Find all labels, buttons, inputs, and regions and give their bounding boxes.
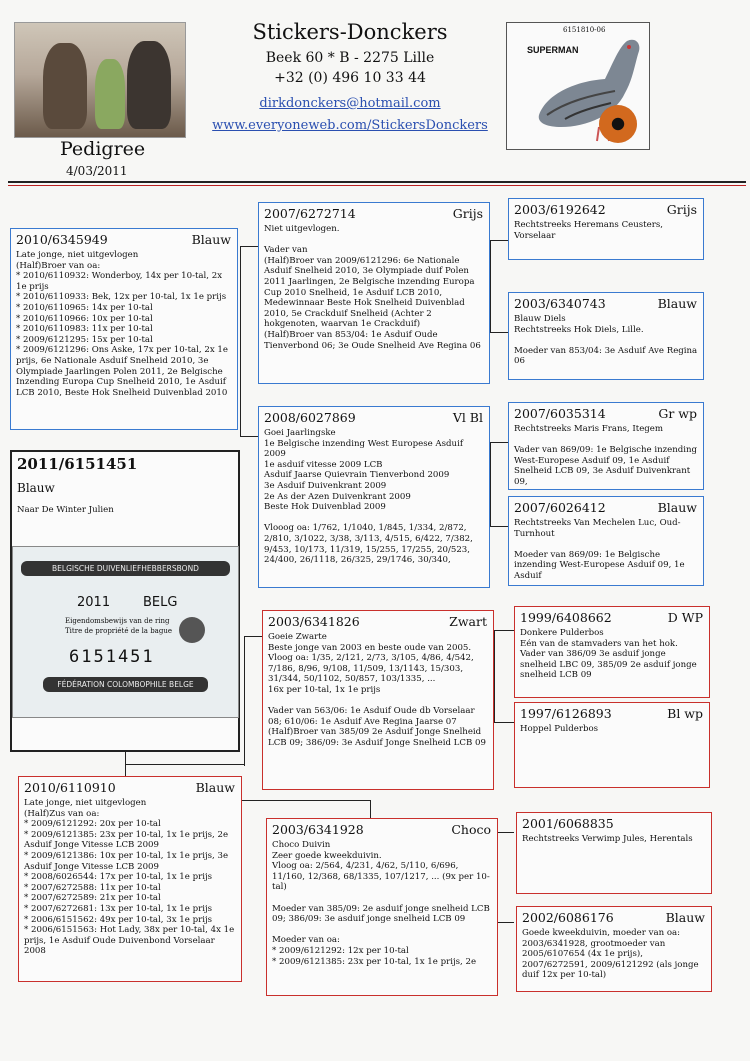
main-ring-number: 2011/6151451 <box>17 455 138 473</box>
pigeon-color: Bl wp <box>667 706 703 721</box>
connector <box>244 636 245 766</box>
bird-photo <box>506 22 650 150</box>
mother-box <box>18 776 242 982</box>
ring-number: 2003/6192642 <box>514 202 606 217</box>
certificate-number: 6151451 <box>69 647 155 667</box>
connector <box>240 246 241 436</box>
connector <box>240 246 260 247</box>
pigeon-details: Goei Jaarlingske 1e Belgische inzending West Europese Asduif 2009 1e asduif vitesse 2009 LCB Asduif Jaarse Quievrain Tienverbond 2009 3e Asduif Duivenkrant 2009 2e As der Azen Duivenkrant 2009 Beste Hok Duivenblad 2009 Vlooog oa: 1/762, 1/1040, 1/845, 1/334, 2/872, 2/810, 3/1022, 3/38, 3/113, 4/515, 6/422, 7/382, 9/453, 10/173, 11/319, 15/255, 17/255, 20/523, 24/400, 26/1118, 26/325, 29/1746, 30/340, <box>264 428 473 566</box>
ring-number: 2007/6035314 <box>514 406 606 421</box>
pigeon-details: Rechtstreeks Heremans Ceusters, Vorselaar <box>514 220 663 241</box>
grandfather-maternal-box <box>262 610 494 790</box>
pigeon-color: Grijs <box>452 206 483 221</box>
connector <box>494 630 514 631</box>
website-link[interactable]: www.everyoneweb.com/StickersDonckers <box>212 118 488 133</box>
certificate-label-nl: Eigendomsbewijs van de ring <box>65 617 170 625</box>
ring-number: 2007/6026412 <box>514 500 606 515</box>
connector <box>240 436 260 437</box>
bird-photo-ring: 6151810-06 <box>563 26 606 34</box>
email-link[interactable]: dirkdonckers@hotmail.com <box>259 96 441 111</box>
breeder-phone: +32 (0) 496 10 33 44 <box>274 70 426 86</box>
pigeon-details: Rechtstreeks Maris Frans, Itegem Vader van 869/09: 1e Belgische inzending West-Europese Asduif 09, 1e Asduif Snelheid LCB 09, 3e Asduif Duivenkrant 09, <box>514 424 698 487</box>
certificate-year: 2011 <box>77 595 111 610</box>
bird-photo-name: SUPERMAN <box>527 45 579 55</box>
connector <box>490 332 508 333</box>
ring-number: 2003/6341826 <box>268 614 360 629</box>
connector <box>490 240 508 241</box>
pigeon-color: Vl Bl <box>452 410 483 425</box>
great-grandfather-box <box>508 198 704 260</box>
connector <box>490 442 491 526</box>
great-grandmother-box <box>508 496 704 586</box>
pigeon-details: Niet uitgevlogen. Vader van (Half)Broer van 2009/6121296: 6e Nationale Asduif Snelheid 2010, 3e Olympiade duif Polen 2011 Jaarlingen, 2e Belgische inzending Europa Cup 2010 Snelheid, 1e Asduif LCB 2010, Medewinnaar Beste Hok Snelheid Duivenblad 2010, 5e Crackduif Snelheid (Achter 2 hokgenoten, waarvan 1e Crackduif) (Half)Broer van 853/04: 1e Asduif Oude Tienverbond 06; 3e Oude Snelheid Ave Regina 06 <box>264 224 481 351</box>
pigeon-details: Goeie Zwarte Beste jonge van 2003 en beste oude van 2005. Vloog oa: 1/35, 2/121, 2/73, 3/105, 4/86, 4/542, 7/186, 8/96, 9/108, 11/509, 13/1143, 15/303, 31/344, 50/1102, 50/857, 103/1335, ... 16x per 10-tal, 1x 1e prijs Vader van 563/06: 1e Asduif Oude db Vorselaar 08; 610/06: 1e Asduif Ave Regina Jaarse 07 (Half)Broer van 385/09 2e Asduif Jonge Snelheid LCB 09; 386/09: 3e Asduif Jonge Snelheid LCB 09 <box>268 632 486 748</box>
ring-number: 2003/6341928 <box>272 822 364 837</box>
pigeon-details: Rechtstreeks Van Mechelen Luc, Oud-Turnhout Moeder van 869/09: 1e Belgische inzending West-Europese Asduif 09, 1e Asduif <box>514 518 685 581</box>
ring-number: 2010/6345949 <box>16 232 108 247</box>
pigeon-color: Grijs <box>666 202 697 217</box>
great-grandfather-box <box>514 606 710 698</box>
certificate-bottom-banner: FÉDÉRATION COLOMBOPHILE BELGE <box>43 677 208 692</box>
pigeon-details: Goede kweekduivin, moeder van oa: 2003/6341928, grootmoeder van 2005/6107654 (4x 1e prijs), 2007/6272591, 2009/6121292 (als jonge duif 12x per 10-tal) <box>522 928 699 981</box>
certificate-country: BELG <box>143 595 178 610</box>
great-grandmother-box <box>516 906 712 992</box>
grandmother-paternal-box <box>258 406 490 588</box>
ring-number: 2008/6027869 <box>264 410 356 425</box>
ring-number: 2003/6340743 <box>514 296 606 311</box>
pigeon-color: D WP <box>667 610 703 625</box>
connector <box>490 526 508 527</box>
eye-icon <box>599 105 637 143</box>
family-photo <box>14 22 186 138</box>
pigeon-color: Blauw <box>657 500 697 515</box>
pedigree-date: 4/03/2011 <box>66 164 128 178</box>
connector <box>370 800 371 820</box>
father-box <box>10 228 238 430</box>
ring-number: 1997/6126893 <box>520 706 612 721</box>
pigeon-color: Blauw <box>191 232 231 247</box>
header-divider-accent <box>8 185 746 186</box>
connector <box>240 800 370 801</box>
main-note: Naar De Winter Julien <box>17 505 114 515</box>
pigeon-color: Zwart <box>449 614 487 629</box>
great-grandmother-box <box>508 292 704 380</box>
pigeon-details: Blauw Diels Rechtstreeks Hok Diels, Lille. Moeder van 853/04: 3e Asduif Ave Regina 06 <box>514 314 698 367</box>
great-grandfather-box <box>508 402 704 490</box>
ring-number: 2007/6272714 <box>264 206 356 221</box>
ring-certificate <box>12 546 239 718</box>
pigeon-details: Late jonge, niet uitgevlogen (Half)Zus van oa: * 2009/6121292: 20x per 10-tal * 2009/6121385: 23x per 10-tal, 1x 1e prijs, 2e Asduif Jonge Vitesse LCB 2009 * 2009/6121386: 10x per 10-tal, 1x 1e prijs, 3e Asduif Jonge Vitesse LCB 2009 * 2008/6026544: 17x per 10-tal, 1x 1e prijs * 2007/6272588: 11x per 10-tal * 2007/6272589: 21x per 10-tal * 2007/6272681: 13x per 10-tal, 1x 1e prijs * 2006/6151562: 49x per 10-tal, 3x 1e prijs * 2006/6151563: Hot Lady, 38x per 10-tal, 4x 1e prijs, 1e Asduif Oude Duivenbond Vorselaar 2008 <box>24 798 235 957</box>
pigeon-color: Gr wp <box>658 406 697 421</box>
pigeon-details: Choco Duivin Zeer goede kweekduivin. Vloog oa: 2/564, 4/231, 4/62, 5/110, 6/696, 11/160, 12/368, 68/1335, 107/1217, ... (9x per 10-tal) Moeder van 385/09: 2e asduif jonge snelheid LCB 09; 386/09: 3e asduif jonge snelheid LCB 09 Moeder van oa: * 2009/6121292: 12x per 10-tal * 2009/6121385: 23x per 10-tal, 1x 1e prijs, 2e <box>272 840 490 967</box>
breeder-name: Stickers-Donckers <box>252 20 448 44</box>
pigeon-color: Choco <box>451 822 491 837</box>
pigeon-details: Late jonge, niet uitgevlogen (Half)Broer van oa: * 2010/6110932: Wonderboy, 14x per 10-tal, 2x 1e prijs * 2010/6110933: Bek, 12x per 10-tal, 1x 1e prijs * 2010/6110965: 14x per 10-tal * 2010/6110966: 10x per 10-tal * 2010/6110983: 11x per 10-tal * 2009/6121295: 15x per 10-tal * 2009/6121296: Ons Aske, 17x per 10-tal, 2x 1e prijs, 6e Nationale Asduif Snelheid 2010, 3e Olympiade Jaarlingen Polen 2011, 2e Belgische Inzending Europa Cup Snelheid 2010, 1e Asduif LCB 2010, Beste Hok Snelheid Duivenblad 2010 <box>16 250 228 398</box>
great-grandmother-box <box>514 702 710 788</box>
pigeon-color: Blauw <box>195 780 235 795</box>
pigeon-color: Blauw <box>657 296 697 311</box>
ring-number: 2010/6110910 <box>24 780 116 795</box>
great-grandfather-box <box>516 812 712 894</box>
connector <box>244 636 262 637</box>
breeder-address: Beek 60 * B - 2275 Lille <box>265 50 435 66</box>
header-divider <box>8 181 746 183</box>
connector <box>125 764 245 765</box>
certificate-label-fr: Titre de propriété de la bague <box>65 627 172 635</box>
pigeon-color: Blauw <box>665 910 705 925</box>
seal-icon <box>179 617 205 643</box>
connector <box>490 240 491 332</box>
connector <box>490 442 508 443</box>
pigeon-details: Rechtstreeks Verwimp Jules, Herentals <box>522 834 693 844</box>
connector <box>494 630 495 722</box>
page-title: Pedigree <box>60 138 146 160</box>
certificate-top-banner: BELGISCHE DUIVENLIEFHEBBERSBOND <box>21 561 230 576</box>
main-color: Blauw <box>17 481 55 495</box>
grandfather-paternal-box <box>258 202 490 384</box>
pigeon-details: Hoppel Pulderbos <box>520 724 599 734</box>
pigeon-details: Donkere Pulderbos Eén van de stamvaders van het hok. Vader van 386/09 3e asduif jonge snelheid LBC 09, 385/09 2e asduif jonge snelheid LCB 09 <box>520 628 697 681</box>
ring-number: 2002/6086176 <box>522 910 614 925</box>
ring-number: 2001/6068835 <box>522 816 614 831</box>
connector <box>494 722 514 723</box>
grandmother-maternal-box <box>266 818 498 996</box>
ring-number: 1999/6408662 <box>520 610 612 625</box>
